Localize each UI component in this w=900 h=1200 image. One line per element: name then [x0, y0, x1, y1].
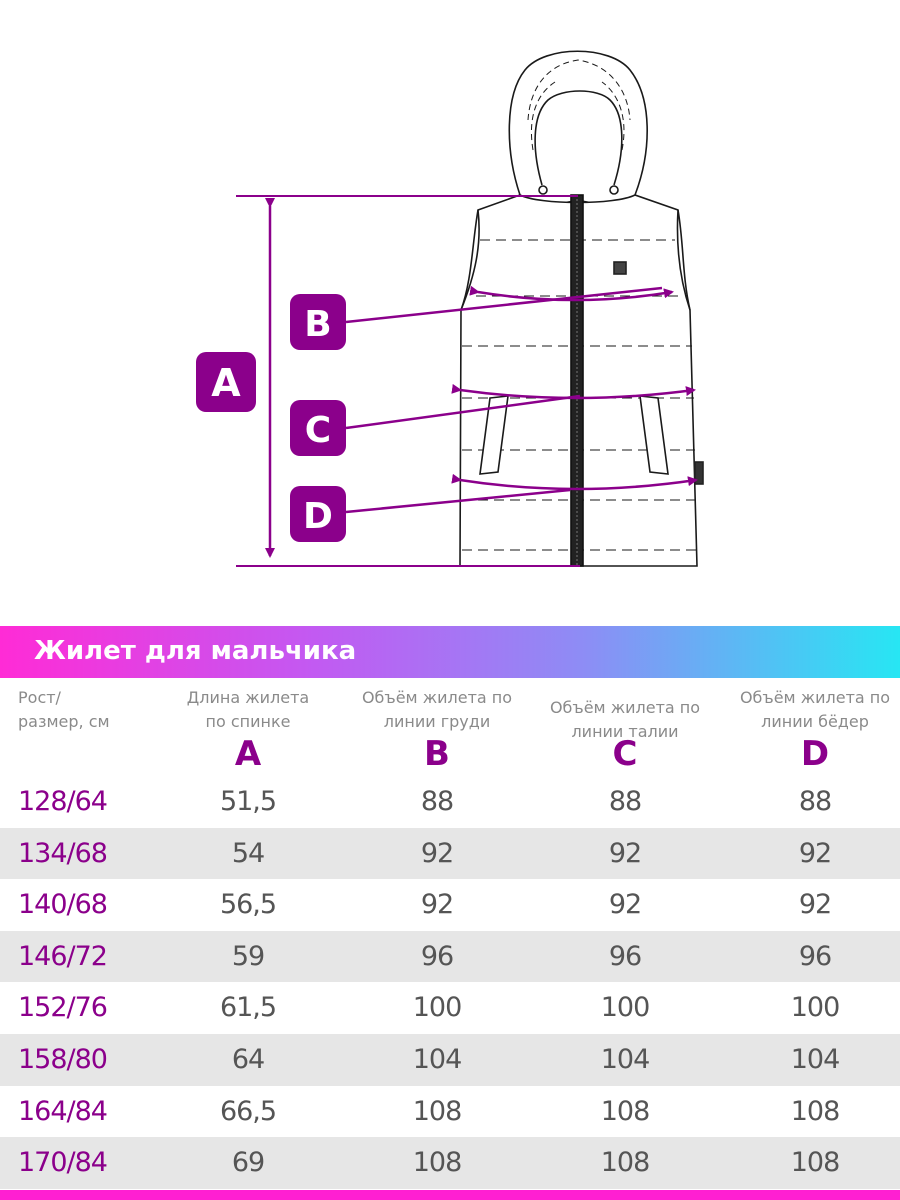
- cell-size: 170/84: [18, 1147, 107, 1179]
- cell-size: 152/76: [18, 992, 107, 1024]
- label-d: [290, 486, 346, 542]
- label-b-text: B: [304, 304, 332, 345]
- cell-size: 134/68: [18, 837, 107, 869]
- label-a: [196, 352, 256, 412]
- cell-b: 104: [412, 1043, 462, 1075]
- label-d-text: D: [303, 496, 333, 537]
- header-a-line1: Длина жилета: [186, 688, 310, 707]
- cell-b: 108: [412, 1095, 462, 1127]
- label-c: [290, 400, 346, 456]
- cell-c: 104: [600, 1043, 650, 1075]
- cell-a: 66,5: [219, 1095, 277, 1127]
- cell-c: 96: [608, 940, 642, 972]
- cell-a: 59: [231, 940, 265, 972]
- table-row: [0, 1034, 900, 1086]
- cell-size: 164/84: [18, 1095, 107, 1127]
- bottom-accent-bar: [0, 1190, 900, 1200]
- cell-d: 92: [798, 889, 832, 921]
- table-row: [0, 879, 900, 931]
- cell-a: 54: [231, 837, 265, 869]
- header-d: [730, 686, 900, 734]
- cell-c: 92: [608, 889, 642, 921]
- header-letter-b: B: [424, 734, 450, 774]
- header-c-line1: Объём жилета по: [549, 698, 701, 717]
- cell-c: 100: [600, 992, 650, 1024]
- header-letter-d: D: [800, 734, 830, 774]
- cell-b: 96: [420, 940, 454, 972]
- header-a-line2: по спинке: [205, 712, 291, 731]
- header-b: [352, 686, 522, 734]
- cell-b: 100: [412, 992, 462, 1024]
- cell-b: 92: [420, 889, 454, 921]
- header-size-line1: Рост/: [18, 688, 61, 707]
- cell-c: 88: [608, 786, 642, 817]
- cell-d: 92: [798, 837, 832, 869]
- cell-d: 100: [790, 992, 840, 1024]
- cell-b: 108: [412, 1147, 462, 1179]
- header-a: [168, 686, 328, 734]
- table-row: [0, 828, 900, 880]
- label-b: [290, 294, 346, 350]
- table-row: [0, 776, 900, 828]
- cell-a: 61,5: [219, 992, 277, 1024]
- header-size-line2: размер, см: [18, 712, 110, 731]
- cell-a: 56,5: [219, 889, 277, 921]
- size-table-body: [0, 776, 900, 1189]
- cell-c: 108: [600, 1147, 650, 1179]
- cell-b: 92: [420, 837, 454, 869]
- label-c-text: C: [304, 410, 332, 451]
- table-header: [0, 678, 900, 776]
- header-size: [18, 686, 110, 734]
- table-row: [0, 982, 900, 1034]
- cell-size: 146/72: [18, 940, 107, 972]
- table-row: [0, 931, 900, 983]
- cell-b: 88: [420, 786, 454, 817]
- cell-size: 128/64: [18, 786, 107, 817]
- table-title: Жилет для мальчика: [34, 636, 357, 666]
- cell-d: 96: [798, 940, 832, 972]
- table-row: [0, 1086, 900, 1138]
- cell-size: 140/68: [18, 889, 107, 921]
- header-b-line1: Объём жилета по: [361, 688, 513, 707]
- cell-c: 92: [608, 837, 642, 869]
- table-title-bar: [0, 626, 900, 678]
- cell-a: 64: [231, 1043, 265, 1075]
- header-c-line2: линии талии: [571, 722, 679, 741]
- header-d-line2: линии бёдер: [761, 712, 869, 731]
- label-a-text: A: [211, 361, 241, 405]
- cell-d: 108: [790, 1147, 840, 1179]
- cell-a: 69: [231, 1147, 265, 1179]
- header-letter-c: C: [612, 734, 638, 774]
- cell-d: 108: [790, 1095, 840, 1127]
- cell-a: 51,5: [219, 786, 277, 817]
- header-letter-a: A: [234, 734, 262, 774]
- cell-size: 158/80: [18, 1043, 107, 1075]
- table-row: [0, 1137, 900, 1189]
- header-b-line2: линии груди: [383, 712, 491, 731]
- header-d-line1: Объём жилета по: [739, 688, 891, 707]
- cell-c: 108: [600, 1095, 650, 1127]
- cell-d: 104: [790, 1043, 840, 1075]
- cell-d: 88: [798, 786, 832, 817]
